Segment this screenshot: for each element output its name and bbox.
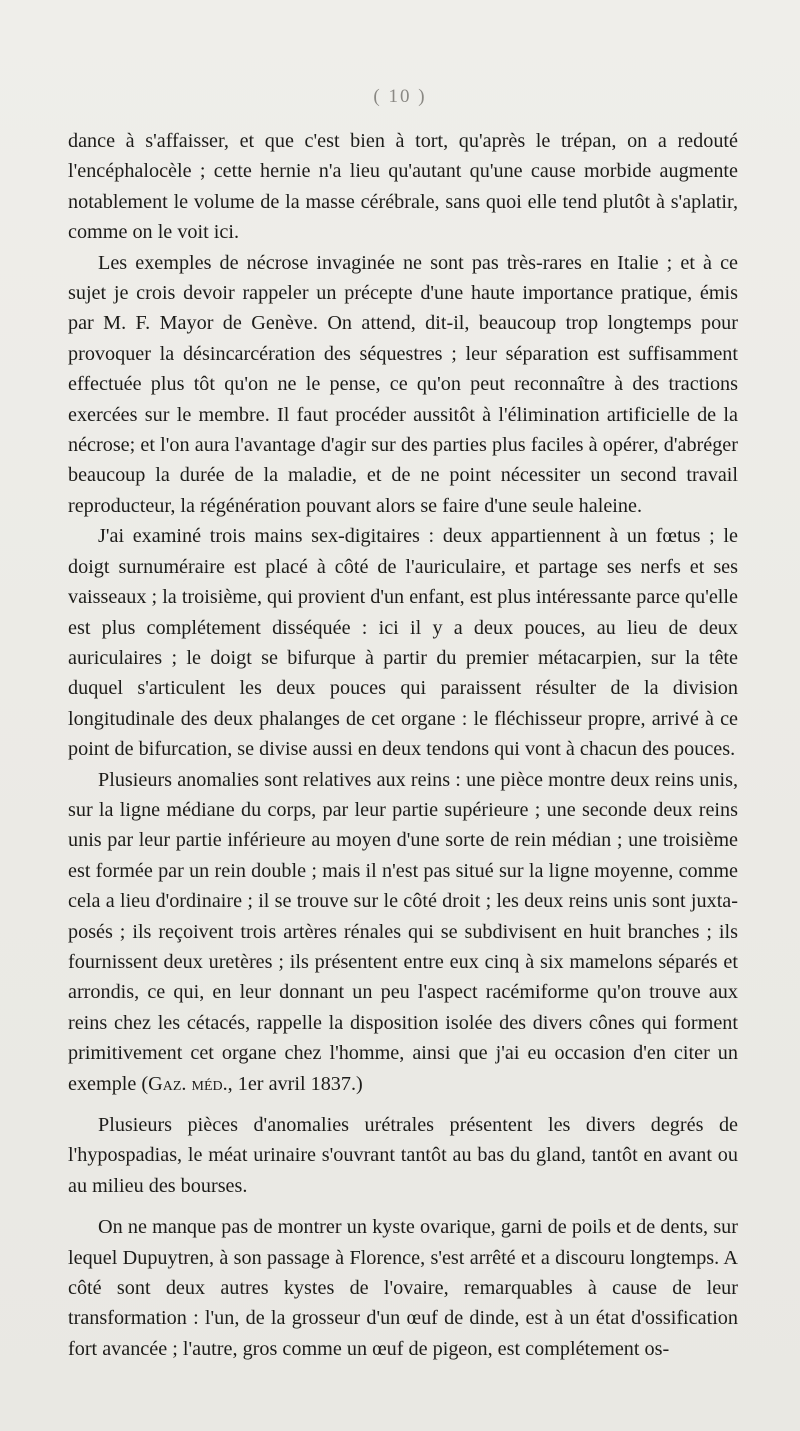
paragraph-reins-text: Plusieurs anomalies sont relatives aux reins : une pièce montre deux reins unis, sur la ligne médiane du corps, par leur partie supérieure ; une seconde deux reins unis par leur partie inférieure au moyen d'une sorte de rein médian ; une troisième est formée par un rein double ; mais il n'est pas situé sur la ligne moyenne, comme cela a lieu d'ordinaire ; il se trouve sur le côté droit ; les deux reins unis sont juxta-posés ; ils reçoivent trois artères rénales qui se subdivisent en huit branches ; ils fournissent deux uretères ; ils présentent entre eux cinq à six mamelons séparés et arrondis, ce qui, en leur donnant un peu l'aspect racémiforme qu'on trouve aux reins chez les cétacés, rappelle la disposition isolée des divers cônes qui forment primitivement cet organe chez l'homme, ainsi que j'ai eu occasion d'en citer un exemple ( bbox=[68, 768, 738, 1095]
paragraph-continuation: dance à s'affaisser, et que c'est bien à tort, qu'après le trépan, on a redouté l'encéphalocèle ; cette hernie n'a lieu qu'autant qu'une cause morbide augmente notablement le volume de la masse cérébrale, sans quoi elle tend plutôt à s'aplatir, comme on le voit ici. bbox=[68, 130, 738, 244]
paragraph-hypospadias: Plusieurs pièces d'anomalies urétrales présentent les divers degrés de l'hypospadias, le méat urinaire s'ouvrant tantôt au bas du gland, tantôt en avant ou au milieu des bourses. bbox=[68, 1114, 738, 1197]
page-number: ( 10 ) bbox=[373, 86, 427, 107]
paragraph-kyste-ovarique: On ne manque pas de montrer un kyste ovarique, garni de poils et de dents, sur lequel Dupuytren, à son passage à Florence, s'est arrêté et a discouru longtemps. A côté sont deux autres kystes de l'ovaire, remarquables à cause de leur transformation : l'un, de la grosseur d'un œuf de dinde, est à un état d'ossification fort avancée ; l'autre, gros comme un œuf de pigeon, est complétement os- bbox=[68, 1216, 738, 1360]
paragraph-mains-sex-digitaires: J'ai examiné trois mains sex-digitaires : deux appartiennent à un fœtus ; le doigt surnuméraire est placé à côté de l'auriculaire, et partage ses nerfs et ses vaisseaux ; la troisième, qui provient d'un enfant, est plus intéressante parce qu'elle est plus complétement disséquée : ici il y a deux pouces, au lieu de deux auriculaires ; le doigt se bifurque à partir du premier métacarpien, sur la tête duquel s'articulent les deux pouces qui paraissent résulter de la division longitudinale des deux phalanges de cet organe : le fléchisseur propre, arrivé à ce point de bifurcation, se divise aussi en deux tendons qui vont à chacun des pouces. bbox=[68, 525, 738, 761]
citation-date: , 1er avril 1837.) bbox=[227, 1072, 363, 1095]
body-text bbox=[68, 126, 738, 1364]
citation-gazette: Gaz. méd. bbox=[148, 1072, 228, 1095]
paragraph-reins bbox=[68, 765, 738, 1099]
paragraph-necrose: Les exemples de nécrose invaginée ne sont pas très-rares en Italie ; et à ce sujet je crois devoir rappeler un précepte d'une haute importance pratique, émis par M. F. Mayor de Genève. On attend, dit-il, beaucoup trop longtemps pour provoquer la désincarcération des séquestres ; leur séparation est suffisamment effectuée plus tôt qu'on ne le pense, ce qu'on peut reconnaître à des tractions exercées sur le membre. Il faut procéder aussitôt à l'élimination artificielle de la nécrose; et l'on aura l'avantage d'agir sur des parties plus faciles à opérer, d'abréger beaucoup la durée de la maladie, et de ne point nécessiter un second travail reproducteur, la régénération pouvant alors se faire d'une seule haleine. bbox=[68, 251, 738, 517]
